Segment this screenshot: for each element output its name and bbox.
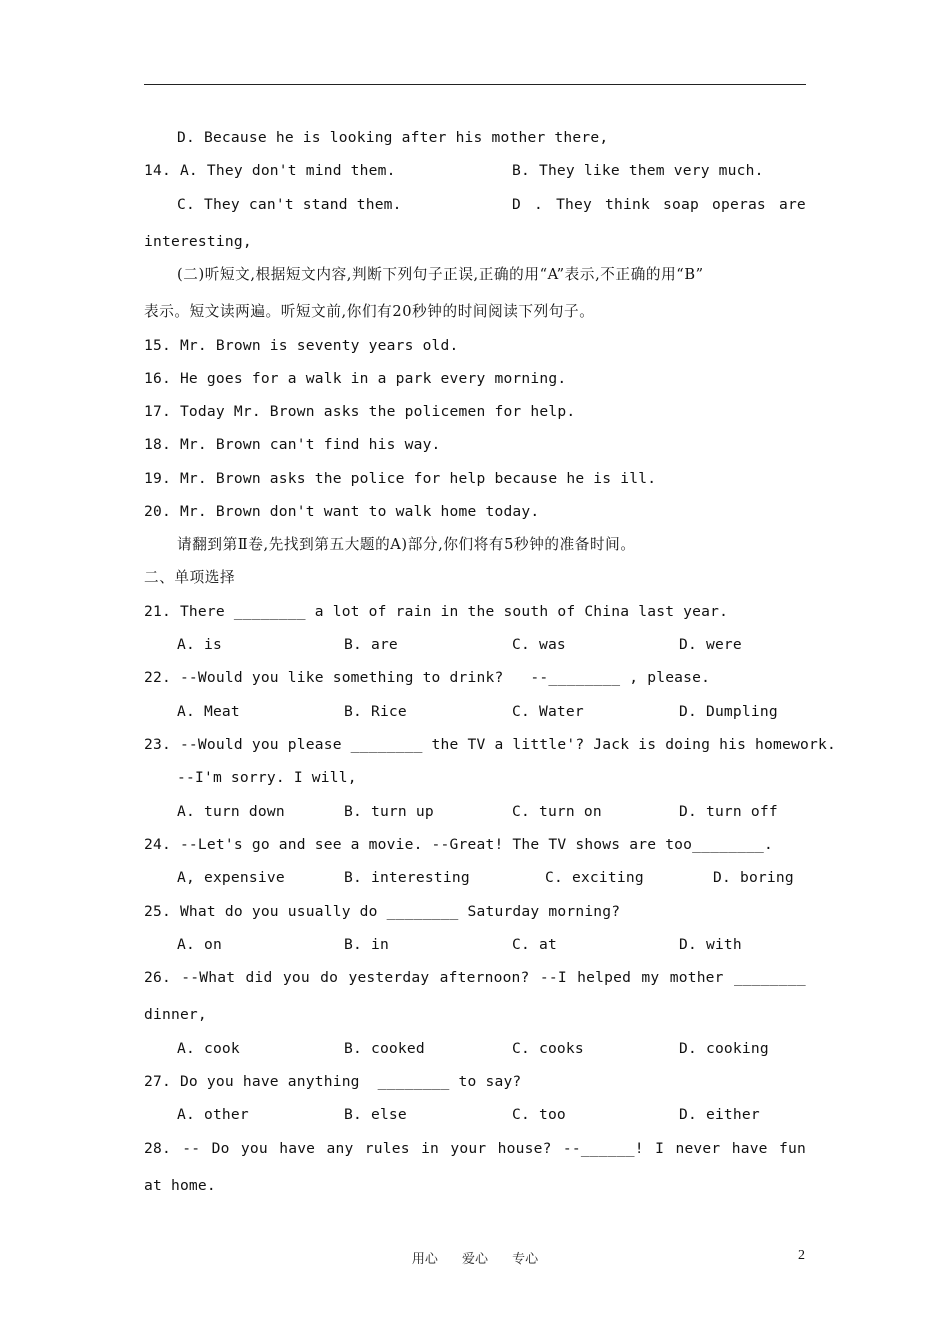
word: fun	[779, 1140, 806, 1157]
word: are	[778, 196, 806, 213]
q21-options	[144, 635, 806, 655]
word: never	[675, 1140, 721, 1157]
q28	[144, 1139, 806, 1159]
q23-options	[144, 802, 806, 822]
q23-reply: --I'm sorry. I will,	[177, 769, 357, 786]
word: mother	[669, 969, 724, 986]
option-d: D. boring	[713, 869, 794, 886]
word: have	[731, 1140, 768, 1157]
word: any	[326, 1140, 354, 1157]
option-b: B. are	[344, 636, 398, 653]
word: --______!	[562, 1140, 644, 1157]
section-listening-intro-2: 表示。短文读两遍。听短文前,你们有20秒钟的时间阅读下列句子。	[144, 303, 595, 320]
option-c: C. exciting	[545, 869, 644, 886]
word: think	[605, 196, 650, 213]
q13-option-d: D. Because he is looking after his mother there,	[177, 129, 609, 146]
option-a: A. on	[177, 936, 222, 953]
q26-cont: dinner,	[144, 1006, 207, 1023]
q17: 17. Today Mr. Brown asks the policemen for help.	[144, 403, 576, 420]
option-a: A. Meat	[177, 703, 240, 720]
word: your	[450, 1140, 487, 1157]
q16: 16. He goes for a walk in a park every morning.	[144, 370, 567, 387]
q22: 22. --Would you like something to drink? --________ , please.	[144, 669, 711, 686]
option-c: C. at	[512, 936, 557, 953]
q14-line	[144, 161, 806, 181]
word: house?	[497, 1140, 552, 1157]
word: 28.	[144, 1140, 171, 1157]
q14-line-2	[144, 195, 806, 215]
q27-options	[144, 1105, 806, 1125]
word: Do	[211, 1140, 230, 1157]
q23: 23. --Would you please ________ the TV a little'? Jack is doing his homework.	[144, 736, 836, 753]
option-b: B. in	[344, 936, 389, 953]
q24: 24. --Let's go and see a movie. --Great! The TV shows are too________.	[144, 836, 774, 853]
option-c: C. turn on	[512, 803, 602, 820]
footer-text-1: 用心	[411, 1252, 438, 1267]
option-d: D. Dumpling	[679, 703, 778, 720]
word: --What	[181, 969, 236, 986]
page-footer	[0, 1248, 950, 1267]
word: yesterday	[348, 969, 430, 986]
word: you	[282, 969, 310, 986]
q14-option-c: C. They can't stand them.	[177, 196, 402, 213]
word: in	[421, 1140, 440, 1157]
q14-option-b: B. They like them very much.	[512, 162, 764, 179]
header-rule	[144, 84, 806, 85]
option-d: D. cooking	[679, 1040, 769, 1057]
q27: 27. Do you have anything ________ to say?	[144, 1073, 522, 1090]
word: rules	[364, 1140, 410, 1157]
q28-cont: at home.	[144, 1177, 216, 1194]
option-b: B. interesting	[344, 869, 470, 886]
q15: 15. Mr. Brown is seventy years old.	[144, 337, 459, 354]
word: --	[182, 1140, 201, 1157]
option-a: A, expensive	[177, 869, 285, 886]
footer-text-2: 爱心	[461, 1252, 488, 1267]
word: do	[320, 969, 339, 986]
q22-options	[144, 702, 806, 722]
q20: 20. Mr. Brown don't want to walk home today.	[144, 503, 540, 520]
option-a: A. turn down	[177, 803, 285, 820]
q25-options	[144, 935, 806, 955]
word: operas	[712, 196, 766, 213]
word: helped	[577, 969, 632, 986]
option-c: C. cooks	[512, 1040, 584, 1057]
option-d: D. either	[679, 1106, 760, 1123]
word: I	[655, 1140, 665, 1157]
word: They	[556, 196, 593, 213]
word: D	[512, 196, 521, 213]
option-d: D. were	[679, 636, 742, 653]
q25: 25. What do you usually do ________ Saturday morning?	[144, 903, 621, 920]
word: did	[245, 969, 273, 986]
section-listening-intro: (二)听短文,根据短文内容,判断下列句子正误,正确的用“A”表示,不正确的用“B”	[177, 266, 704, 283]
option-b: B. cooked	[344, 1040, 425, 1057]
option-a: A. cook	[177, 1040, 240, 1057]
word: ________	[733, 969, 806, 986]
word: my	[641, 969, 660, 986]
section-title: 二、单项选择	[144, 569, 236, 586]
q24-options	[144, 868, 806, 888]
word: you	[240, 1140, 268, 1157]
turn-page-note: 请翻到第Ⅱ卷,先找到第五大题的A)部分,你们将有5秒钟的准备时间。	[177, 536, 636, 553]
page-number: 2	[798, 1248, 805, 1263]
q14-option-d-cont: interesting,	[144, 233, 252, 250]
option-d: D. turn off	[679, 803, 778, 820]
word: 26.	[144, 969, 171, 986]
q26-options	[144, 1039, 806, 1059]
option-b: B. turn up	[344, 803, 434, 820]
q19: 19. Mr. Brown asks the police for help because he is ill.	[144, 470, 657, 487]
q18: 18. Mr. Brown can't find his way.	[144, 436, 441, 453]
option-a: A. other	[177, 1106, 249, 1123]
word: --I	[539, 969, 567, 986]
q21: 21. There ________ a lot of rain in the south of China last year.	[144, 603, 729, 620]
footer-text-3: 专心	[512, 1252, 539, 1267]
option-c: C. Water	[512, 703, 584, 720]
option-d: D. with	[679, 936, 742, 953]
option-b: B. Rice	[344, 703, 407, 720]
q26	[144, 968, 806, 988]
word: have	[279, 1140, 316, 1157]
option-c: C. was	[512, 636, 566, 653]
word: .	[534, 196, 544, 213]
option-b: B. else	[344, 1106, 407, 1123]
word: afternoon?	[439, 969, 530, 986]
option-a: A. is	[177, 636, 222, 653]
q14-option-a: 14. A. They don't mind them.	[144, 162, 396, 179]
q14-option-d	[512, 195, 806, 215]
word: soap	[663, 196, 699, 213]
option-c: C. too	[512, 1106, 566, 1123]
